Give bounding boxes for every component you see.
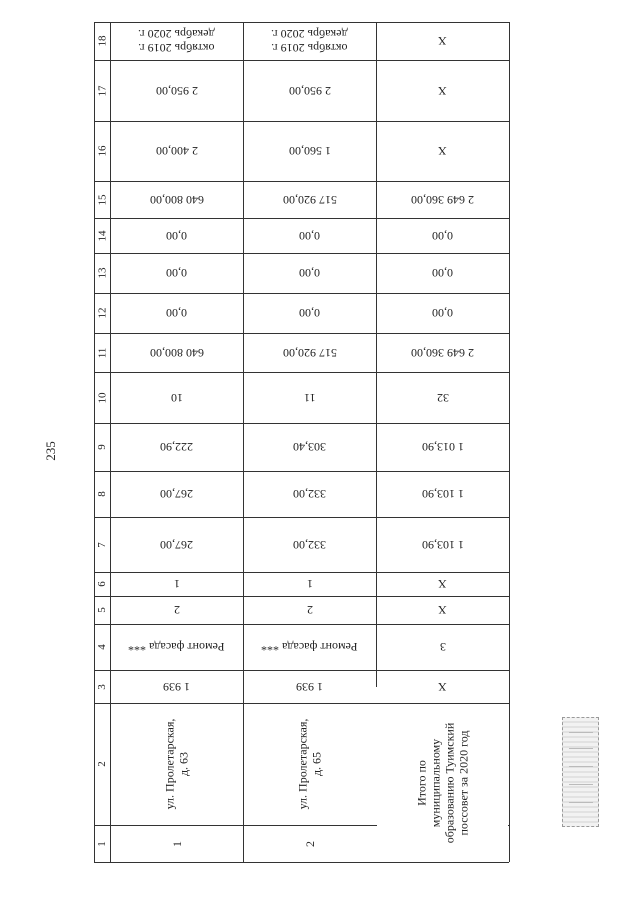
column-number-17-text: 17 bbox=[96, 85, 108, 96]
total-col-18 bbox=[376, 22, 509, 60]
row-2-col-14 bbox=[243, 218, 376, 253]
column-number-3-text: 3 bbox=[96, 683, 108, 690]
row-1-col-18 bbox=[110, 22, 243, 60]
row-1-col-16-text: 2 400,00 bbox=[155, 144, 198, 158]
row-1-col-14 bbox=[110, 218, 243, 253]
row-1-col-5 bbox=[110, 596, 243, 624]
total-col-11 bbox=[376, 333, 509, 372]
row-2-col-17 bbox=[243, 60, 376, 121]
total-col-14-text: 0,00 bbox=[432, 228, 453, 243]
row-2-col-12-text: 0,00 bbox=[299, 306, 320, 320]
row-1-col-8-text: 267,00 bbox=[160, 487, 193, 501]
row-2-col-7-text: 332,00 bbox=[293, 537, 326, 552]
column-number-15-text: 15 bbox=[96, 194, 108, 205]
row-1-col-10-text: 10 bbox=[170, 390, 183, 405]
total-col-7 bbox=[376, 517, 509, 572]
total-col-17-text: X bbox=[438, 83, 447, 98]
column-number-5-text: 5 bbox=[96, 607, 108, 613]
total-col-7-text: 1 103,90 bbox=[421, 537, 464, 552]
row-1-col-11 bbox=[110, 333, 243, 372]
row-2-col-11-text: 517 920,00 bbox=[282, 345, 337, 360]
column-number-6 bbox=[94, 572, 110, 596]
column-number-3 bbox=[94, 670, 110, 703]
total-label bbox=[376, 703, 509, 862]
row-2-col-13-text: 0,00 bbox=[299, 266, 320, 280]
row-2-col-18 bbox=[243, 22, 376, 60]
row-2-col-16-text: 1 560,00 bbox=[288, 144, 331, 158]
total-col-8-text: 1 103,90 bbox=[421, 487, 464, 501]
total-col-4 bbox=[376, 624, 509, 670]
total-col-5 bbox=[376, 596, 509, 624]
row-2-col-12 bbox=[243, 293, 376, 333]
column-number-10 bbox=[94, 372, 110, 423]
column-number-11 bbox=[94, 333, 110, 372]
row-1-col-5-text: 2 bbox=[173, 603, 180, 617]
row-1-col-3 bbox=[110, 670, 243, 703]
total-col-12 bbox=[376, 293, 509, 333]
row-2-col-7 bbox=[243, 517, 376, 572]
row-2-col-1-text: 2 bbox=[302, 840, 317, 847]
total-col-9 bbox=[376, 423, 509, 471]
row-2-col-14-text: 0,00 bbox=[299, 228, 320, 243]
row-2-col-8-text: 332,00 bbox=[293, 487, 326, 501]
row-1-col-9-text: 222,90 bbox=[160, 440, 193, 454]
row-2-col-17-text: 2 950,00 bbox=[288, 83, 331, 98]
row-1-col-3-text: 1 939 bbox=[163, 679, 190, 694]
row-1-col-7 bbox=[110, 517, 243, 572]
row-1-col-1 bbox=[110, 825, 243, 862]
row-2-col-3-text: 1 939 bbox=[296, 679, 323, 694]
total-col-6 bbox=[376, 572, 509, 596]
column-number-13 bbox=[94, 253, 110, 293]
row-1-col-10 bbox=[110, 372, 243, 423]
row-2-col-6 bbox=[243, 572, 376, 596]
column-number-11-text: 11 bbox=[96, 347, 108, 358]
column-number-14-text: 14 bbox=[96, 230, 108, 241]
total-col-13-text: 0,00 bbox=[432, 266, 453, 280]
row-1-col-15-text: 640 800,00 bbox=[149, 192, 204, 207]
total-col-5-text: X bbox=[438, 603, 447, 617]
row-1-col-7-text: 267,00 bbox=[160, 537, 193, 552]
row-1-col-13-text: 0,00 bbox=[166, 266, 187, 280]
row-2-col-3 bbox=[243, 670, 376, 703]
total-col-15 bbox=[376, 181, 509, 218]
row-2-col-10-text: 11 bbox=[303, 390, 316, 405]
row-2-col-15 bbox=[243, 181, 376, 218]
row-2-col-9-text: 303,40 bbox=[293, 440, 326, 454]
column-number-15 bbox=[94, 181, 110, 218]
row-1-col-6 bbox=[110, 572, 243, 596]
column-number-1-text: 1 bbox=[96, 840, 108, 847]
row-2-col-10 bbox=[243, 372, 376, 423]
total-col-4-text: 3 bbox=[439, 640, 446, 654]
row-1-col-2 bbox=[110, 703, 243, 825]
total-col-13 bbox=[376, 253, 509, 293]
total-col-3 bbox=[376, 670, 509, 703]
row-2-col-18-text: октябрь 2019 г. декабрь 2020 г. bbox=[271, 27, 348, 55]
row-2-col-11 bbox=[243, 333, 376, 372]
row-2-col-4 bbox=[243, 624, 376, 670]
row-2-col-15-text: 517 920,00 bbox=[282, 192, 337, 207]
row-1-col-4-text: Ремонт фасада *** bbox=[128, 640, 225, 654]
column-number-10-text: 10 bbox=[96, 392, 108, 403]
grid-hline bbox=[94, 862, 509, 863]
row-1-col-4 bbox=[110, 624, 243, 670]
column-number-12 bbox=[94, 293, 110, 333]
row-1-col-2-text: ул. Пролетарская, д. 63 bbox=[162, 718, 191, 810]
column-number-5 bbox=[94, 596, 110, 624]
row-2-col-1 bbox=[243, 825, 376, 862]
total-col-8 bbox=[376, 471, 509, 517]
row-1-col-12 bbox=[110, 293, 243, 333]
column-number-12-text: 12 bbox=[96, 307, 108, 319]
column-number-16 bbox=[94, 121, 110, 181]
column-number-16-text: 16 bbox=[96, 145, 108, 157]
row-1-col-17 bbox=[110, 60, 243, 121]
total-col-12-text: 0,00 bbox=[432, 306, 453, 320]
column-number-14 bbox=[94, 218, 110, 253]
column-number-4-text: 4 bbox=[96, 644, 108, 650]
row-2-col-16 bbox=[243, 121, 376, 181]
total-label-text: Итого по муниципальному образованию Туимский поссовет за 2020 год bbox=[414, 722, 471, 843]
total-col-16 bbox=[376, 121, 509, 181]
row-2-col-4-text: Ремонт фасада *** bbox=[261, 640, 358, 654]
row-2-col-5 bbox=[243, 596, 376, 624]
column-number-18 bbox=[94, 22, 110, 60]
column-number-4 bbox=[94, 624, 110, 670]
row-1-col-18-text: октябрь 2019 г. декабрь 2020 г. bbox=[138, 27, 215, 55]
row-1-col-11-text: 640 800,00 bbox=[149, 345, 204, 360]
data-table bbox=[94, 22, 509, 862]
stamp-image bbox=[562, 717, 599, 827]
row-1-col-15 bbox=[110, 181, 243, 218]
row-2-col-2-text: ул. Пролетарская, д. 65 bbox=[295, 718, 324, 810]
row-1-col-16 bbox=[110, 121, 243, 181]
column-number-17 bbox=[94, 60, 110, 121]
row-1-col-14-text: 0,00 bbox=[166, 228, 187, 243]
column-number-6-text: 6 bbox=[96, 581, 108, 587]
column-number-7-text: 7 bbox=[96, 541, 108, 548]
total-col-16-text: X bbox=[438, 144, 447, 158]
row-1-col-12-text: 0,00 bbox=[166, 306, 187, 320]
total-col-3-text: X bbox=[438, 679, 447, 694]
page-number: 235 bbox=[43, 441, 58, 461]
column-number-9 bbox=[94, 423, 110, 471]
total-col-10 bbox=[376, 372, 509, 423]
total-col-9-text: 1 013,90 bbox=[421, 440, 464, 454]
column-number-8 bbox=[94, 471, 110, 517]
total-col-10-text: 32 bbox=[436, 390, 449, 405]
total-col-17 bbox=[376, 60, 509, 121]
row-2-col-13 bbox=[243, 253, 376, 293]
row-2-col-2 bbox=[243, 703, 376, 825]
column-number-8-text: 8 bbox=[96, 491, 108, 497]
row-2-col-6-text: 1 bbox=[306, 577, 313, 591]
column-number-9-text: 9 bbox=[96, 444, 108, 450]
column-number-13-text: 13 bbox=[96, 267, 108, 279]
total-col-15-text: 2 649 360,00 bbox=[411, 192, 474, 207]
row-2-col-5-text: 2 bbox=[306, 603, 313, 617]
row-2-col-9 bbox=[243, 423, 376, 471]
row-1-col-9 bbox=[110, 423, 243, 471]
row-1-col-13 bbox=[110, 253, 243, 293]
total-col-18-text: X bbox=[438, 34, 447, 48]
total-col-6-text: X bbox=[438, 577, 447, 591]
grid-vline bbox=[509, 22, 510, 862]
column-number-18-text: 18 bbox=[96, 35, 108, 47]
total-col-11-text: 2 649 360,00 bbox=[411, 345, 474, 360]
column-number-2 bbox=[94, 703, 110, 825]
row-1-col-8 bbox=[110, 471, 243, 517]
row-2-col-8 bbox=[243, 471, 376, 517]
row-1-col-6-text: 1 bbox=[173, 577, 180, 591]
total-col-14 bbox=[376, 218, 509, 253]
column-number-7 bbox=[94, 517, 110, 572]
column-number-1 bbox=[94, 825, 110, 862]
row-1-col-17-text: 2 950,00 bbox=[155, 83, 198, 98]
column-number-2-text: 2 bbox=[96, 761, 108, 767]
row-1-col-1-text: 1 bbox=[169, 840, 184, 847]
